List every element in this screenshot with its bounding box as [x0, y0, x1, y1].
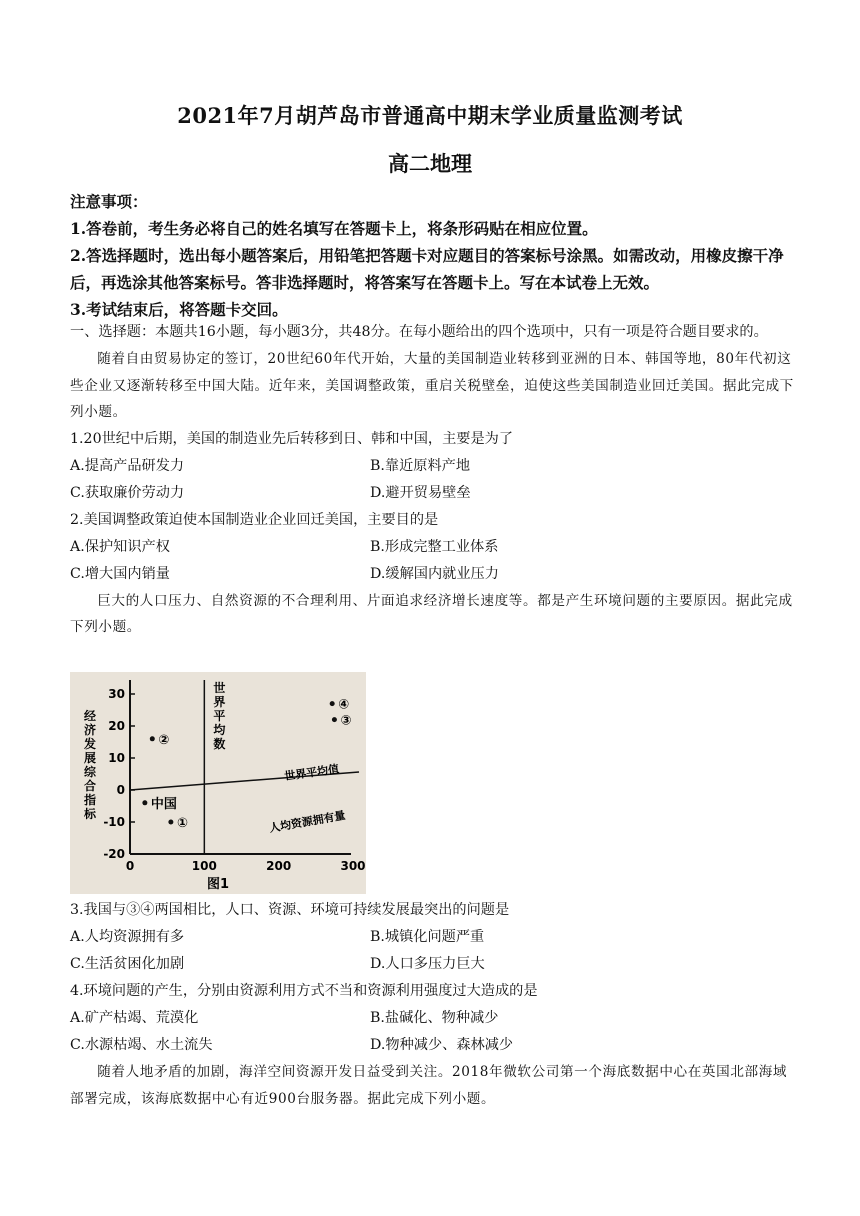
q3-option-d: D.人口多压力巨大 [370, 956, 485, 972]
exam-subtitle: 高二地理 [388, 151, 472, 176]
notice-item-3: 3.考试结束后，将答题卡交回。 [70, 300, 288, 319]
x-axis-label: 人均资源拥有量 [268, 808, 347, 835]
notice-item-2: 2.答选择题时，选出每小题答案后，用铅笔把答题卡对应题目的答案标号涂黑。如需改动，用橡皮擦干净后，再选涂其他答案标号。答非选择题时，将答案写在答题卡上。写在本试卷上无效。 [70, 246, 784, 292]
y-tick-label: 20 [108, 719, 125, 733]
vertical-line-label-char: 平 [213, 709, 226, 723]
question-3-stem: 3.我国与③④两国相比，人口、资源、环境可持续发展最突出的问题是 [70, 902, 510, 918]
y-tick-label: 0 [116, 783, 125, 797]
vertical-line-label-char: 世 [213, 681, 226, 695]
data-point [330, 701, 335, 706]
q2-option-c: C.增大国内销量 [70, 565, 170, 582]
y-tick-label: 30 [108, 687, 125, 701]
data-point-label: ② [158, 732, 170, 748]
y-axis-label-char: 经 [84, 709, 97, 723]
q2-option-a: A.保护知识产权 [70, 538, 170, 555]
x-tick-label: 100 [191, 859, 217, 873]
question-4-options [70, 1005, 800, 1059]
x-tick-label: 0 [125, 859, 135, 873]
y-tick-label: -10 [103, 815, 125, 829]
question-1-options [70, 453, 800, 507]
question-2-options [70, 534, 800, 588]
question-1-stem: 1.20世纪中后期，美国的制造业先后转移到日、韩和中国，主要是为了 [70, 430, 514, 447]
question-2-stem: 2.美国调整政策迫使本国制造业企业回迁美国，主要目的是 [70, 511, 439, 528]
section-intro: 一、选择题：本题共16小题，每小题3分，共48分。在每小题给出的四个选项中，只有一项是符合题目要求的。 [70, 324, 768, 340]
y-axis-label-char: 合 [84, 779, 97, 793]
q1-option-b: B.靠近原料产地 [370, 457, 471, 474]
data-point-label: ① [176, 816, 188, 831]
y-axis-label-char: 标 [84, 807, 97, 821]
section-part-a [70, 319, 800, 641]
data-point-label: 中国 [150, 796, 177, 812]
q1-option-c: C.获取廉价劳动力 [70, 484, 185, 501]
vertical-line-label-char: 均 [213, 723, 226, 737]
notice-heading: 注意事项： [70, 192, 148, 211]
q3-option-b: B.城镇化问题严重 [370, 929, 485, 945]
data-point [142, 800, 147, 805]
q3-option-c: C.生活贫困化加剧 [70, 956, 185, 972]
question-3-options [70, 924, 800, 978]
q1-option-d: D.避开贸易壁垒 [370, 484, 471, 501]
vertical-line-label-char: 数 [213, 737, 226, 751]
passage-2: 巨大的人口压力、自然资源的不合理利用、片面追求经济增长速度等。都是产生环境问题的主要原因。据此完成下列小题。 [70, 592, 793, 635]
data-point-label: ④ [338, 697, 350, 713]
question-4-stem: 4.环境问题的产生，分别由资源利用方式不当和资源利用强度过大造成的是 [70, 983, 538, 999]
y-axis-label-char: 指 [84, 793, 97, 807]
data-point-label: ③ [340, 713, 352, 729]
y-tick-label: -20 [103, 847, 125, 861]
vertical-line-label-char: 界 [213, 695, 226, 709]
y-axis-label-char: 综 [84, 765, 97, 779]
figure-caption: 图1 [206, 877, 230, 892]
y-axis-label-char: 发 [84, 737, 97, 751]
data-point [168, 820, 173, 825]
x-tick-label: 300 [340, 859, 366, 873]
q1-option-a: A.提高产品研发力 [70, 457, 185, 474]
section-part-b [70, 897, 800, 1112]
y-axis-label-char: 展 [84, 751, 97, 765]
q3-option-a: A.人均资源拥有多 [70, 929, 185, 945]
y-tick-label: 10 [108, 751, 125, 765]
q2-option-b: B.形成完整工业体系 [370, 538, 499, 555]
figure-1-scatter [70, 672, 366, 894]
q2-option-d: D.缓解国内就业压力 [370, 565, 499, 582]
data-point [332, 717, 337, 722]
x-tick-label: 200 [266, 859, 292, 873]
q4-option-d: D.物种减少、森林减少 [370, 1037, 514, 1053]
exam-title: 2021年7月胡芦岛市普通高中期末学业质量监测考试 [177, 103, 683, 128]
q4-option-c: C.水源枯竭、水土流失 [70, 1037, 213, 1053]
horizontal-line-label: 世界平均值 [283, 762, 340, 783]
q4-option-b: B.盐碱化、物种减少 [370, 1010, 499, 1026]
passage-1: 随着自由贸易协定的签订，20世纪60年代开始，大量的美国制造业转移到亚洲的日本、韩国等地，80年代初这些企业又逐渐转移至中国大陆。近年来，美国调整政策，重启关税壁垒，迫使这些美国制造业回迁美国。据此完成下列小题。 [70, 351, 794, 420]
passage-3: 随着人地矛盾的加剧，海洋空间资源开发日益受到关注。2018年微软公司第一个海底数据中心在英国北部海域部署完成，该海底数据中心有近900台服务器。据此完成下列小题。 [70, 1064, 788, 1107]
y-axis-label-char: 济 [84, 723, 97, 737]
data-point [150, 736, 155, 741]
scatter-chart [70, 672, 366, 894]
notice-block [70, 188, 800, 323]
notice-item-1: 1.答卷前，考生务必将自己的姓名填写在答题卡上，将条形码贴在相应位置。 [70, 219, 598, 238]
q4-option-a: A.矿产枯竭、荒漠化 [70, 1010, 199, 1026]
